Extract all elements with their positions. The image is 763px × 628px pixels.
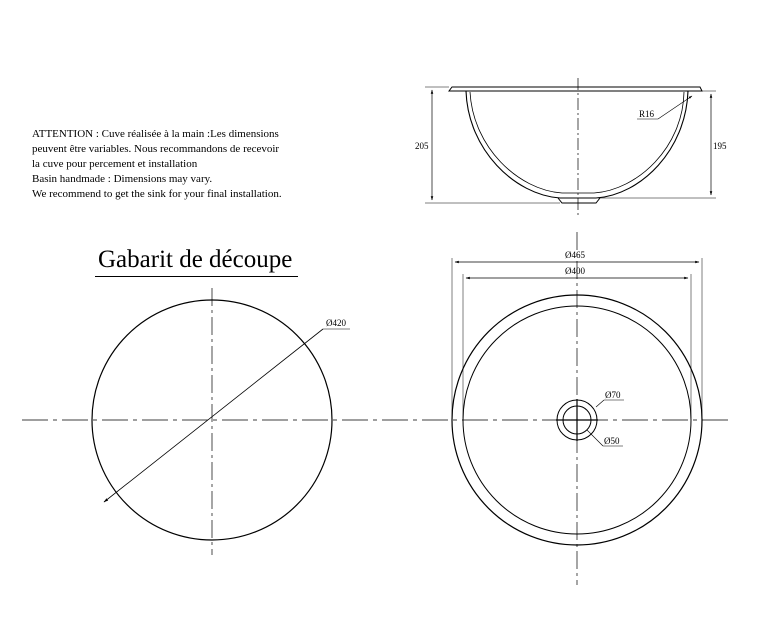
height-205-label: 205 <box>415 141 429 151</box>
drain-50-leader <box>587 430 603 446</box>
rim-radius-label: R16 <box>639 109 655 119</box>
bowl-outer-profile <box>466 91 688 198</box>
drain-70-leader <box>596 400 604 407</box>
bowl-inner-profile <box>470 92 684 193</box>
note-line-2: peuvent être variables. Nous recommandons de recevoir <box>32 143 280 155</box>
inner-diameter-label: Ø400 <box>565 266 585 276</box>
note-line-1: ATTENTION : Cuve réalisée à la main :Les dimensions <box>32 128 279 140</box>
drain-outlet <box>558 198 600 203</box>
cutout-template-title: Gabarit de découpe <box>98 246 293 273</box>
height-195-label: 195 <box>713 141 727 151</box>
cutout-template-view <box>92 288 350 555</box>
note-line-3: la cuve pour percement et installation <box>32 158 198 170</box>
side-section-view <box>415 78 727 215</box>
drain-outer-label: Ø70 <box>605 390 621 400</box>
cutout-diameter-label: Ø420 <box>326 318 346 328</box>
top-view <box>452 232 702 585</box>
cutout-diameter-line <box>104 329 323 502</box>
note-line-5: We recommend to get the sink for your final installation. <box>32 188 282 200</box>
outer-diameter-label: Ø465 <box>565 250 585 260</box>
note-line-4: Basin handmade : Dimensions may vary. <box>32 173 213 185</box>
basin-rim <box>449 87 702 91</box>
drain-inner-label: Ø50 <box>604 436 620 446</box>
